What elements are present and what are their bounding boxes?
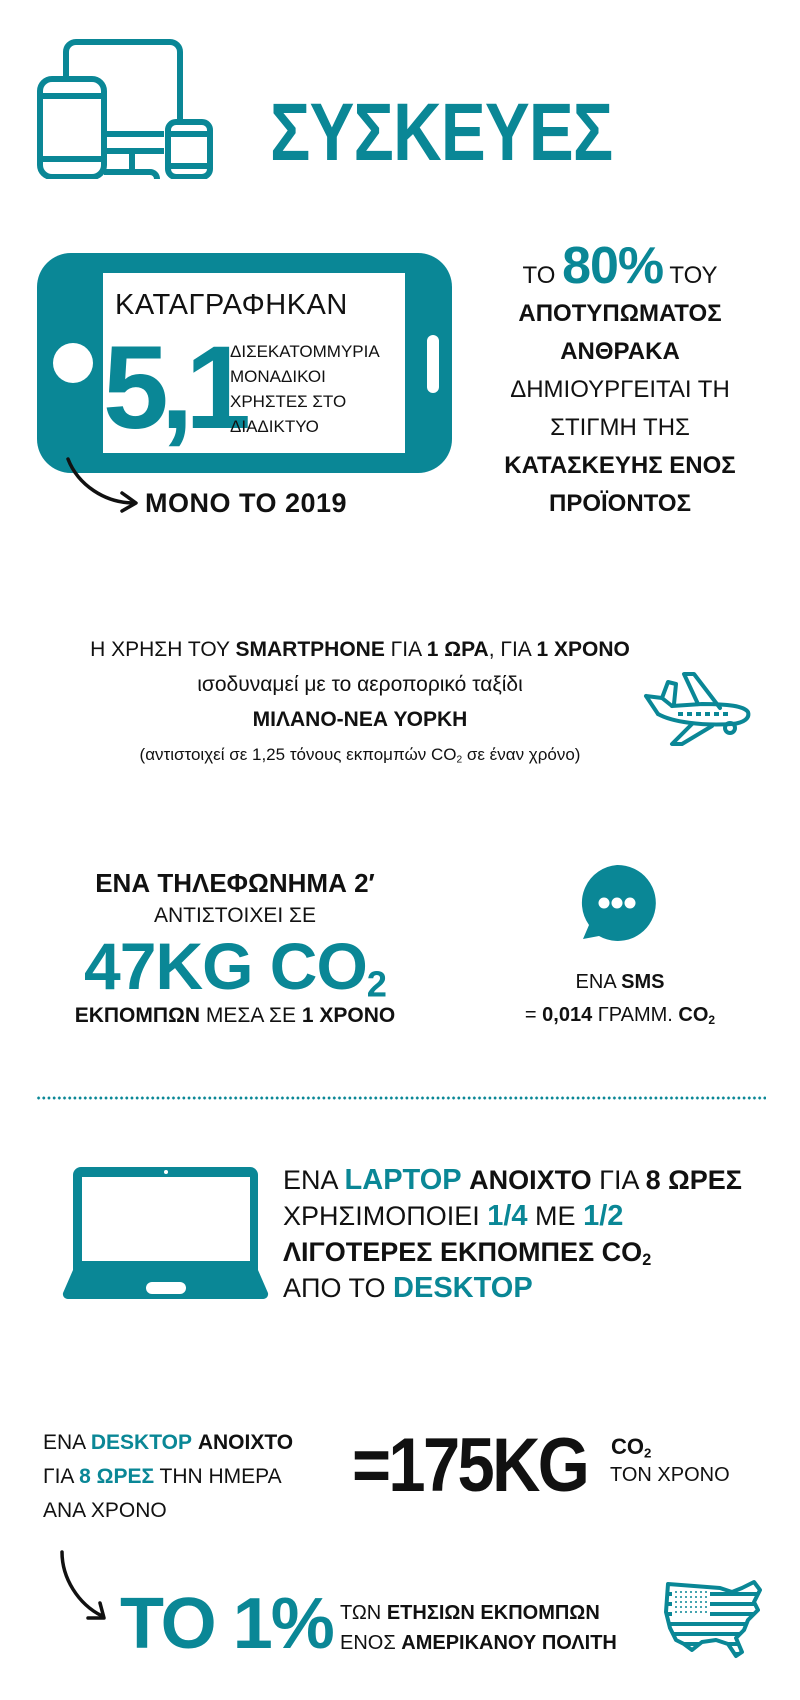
text: 2 xyxy=(366,963,386,1005)
footprint-post: ΤΟΥ xyxy=(669,262,718,289)
text: 1 ΩΡΑ xyxy=(426,638,489,661)
devices-icon xyxy=(36,34,216,179)
text: 2 xyxy=(642,1251,652,1270)
smartphone-landscape-icon xyxy=(37,253,452,473)
users-desc-line: ΜΟΝΑΔΙΚΟΙ xyxy=(230,367,326,386)
dotted-divider xyxy=(36,1096,766,1100)
text: ΓΙΑ xyxy=(384,638,427,661)
text: ΧΡΗΣΙΜΟΠΟΙΕΙ xyxy=(283,1201,488,1231)
smartphone-stat xyxy=(60,632,660,772)
text: ΕΚΠΟΜΠΩΝ xyxy=(74,1004,201,1027)
call-line-1: ΕΝΑ ΤΗΛΕΦΩΝΗΜΑ 2′ xyxy=(95,868,375,898)
text: ΤΩΝ xyxy=(340,1602,387,1624)
text: ΑΝΟΙΧΤΟ xyxy=(469,1165,592,1195)
sms-stat xyxy=(490,966,750,1032)
curved-arrow-icon xyxy=(50,1548,120,1628)
american-line-2 xyxy=(340,1628,617,1658)
text: 1 ΧΡΟΝΟ xyxy=(536,638,630,661)
desktop-line-3: ΑΝΑ ΧΡΟΝΟ xyxy=(43,1499,167,1522)
users-desc-line: ΔΙΑΔΙΚΤΥΟ xyxy=(230,417,319,436)
footprint-stat xyxy=(480,237,760,523)
call-value xyxy=(40,929,430,1005)
text: ΛΙΓΟΤΕΡΕΣ ΕΚΠΟΜΠΕΣ CO xyxy=(283,1237,643,1267)
footprint-line-1 xyxy=(480,237,760,295)
text: DESKTOP xyxy=(393,1272,533,1304)
text: SMS xyxy=(621,971,665,993)
smartphone-line-3: ΜΙΛΑΝΟ-ΝΕΑ ΥΟΡΚΗ xyxy=(252,708,468,731)
laptop-stat xyxy=(283,1162,742,1306)
text: ΓΙΑ xyxy=(43,1465,80,1488)
text: = xyxy=(524,1004,543,1026)
text: Η ΧΡΗΣΗ ΤΟΥ xyxy=(90,638,236,661)
desktop-value: =175KG xyxy=(352,1423,588,1508)
phone-screen xyxy=(103,273,405,453)
footprint-line-5: ΣΤΙΓΜΗ ΤΗΣ xyxy=(550,414,690,441)
text: 8 ΩΡΕΣ xyxy=(79,1465,155,1488)
text: ΓΙΑ xyxy=(591,1165,646,1195)
sms-line-1 xyxy=(490,966,750,999)
text: ΕΝΑ xyxy=(575,971,622,993)
footprint-line-2: ΑΠΟΤΥΠΩΜΑΤΟΣ xyxy=(518,300,722,327)
airplane-icon xyxy=(632,668,757,748)
text: σε έναν χρόνο) xyxy=(462,745,581,764)
laptop-line-1 xyxy=(283,1162,742,1198)
text: 0,014 xyxy=(542,1004,593,1026)
text: ΕΝΑ xyxy=(43,1431,91,1454)
footprint-pre: ΤΟ xyxy=(522,262,556,289)
recorded-label: ΚΑΤΑΓΡΑΦΗΚΑΝ xyxy=(115,289,348,321)
call-line-2: ΑΝΤΙΣΤΟΙΧΕΙ ΣΕ xyxy=(153,904,317,927)
text: 1 ΧΡΟΝΟ xyxy=(301,1004,396,1027)
sms-line-2 xyxy=(490,999,750,1032)
text: ΜΕ xyxy=(527,1201,584,1231)
desktop-line-1 xyxy=(43,1426,293,1460)
only-2019-label: ΜΟΝΟ ΤΟ 2019 xyxy=(145,488,348,518)
text: ΓΡΑΜΜ. xyxy=(592,1004,679,1026)
laptop-icon xyxy=(62,1165,270,1301)
smartphone-line-1 xyxy=(60,632,660,667)
laptop-line-2 xyxy=(283,1198,742,1234)
one-percent-value: ΤΟ 1% xyxy=(120,1584,333,1664)
curved-arrow-icon xyxy=(60,455,145,515)
text: ΑΜΕΡΙΚΑΝΟΥ ΠΟΛΙΤΗ xyxy=(401,1632,617,1654)
footprint-line-4: ΔΗΜΙΟΥΡΓΕΙΤΑΙ ΤΗ xyxy=(510,376,730,403)
american-line-1 xyxy=(340,1598,617,1628)
page-title: ΣΥΣΚΕΥΕΣ xyxy=(270,87,613,178)
text: ΑΠΟ ΤΟ xyxy=(283,1273,394,1303)
desktop-unit xyxy=(611,1434,652,1461)
footprint-percent: 80% xyxy=(562,237,664,295)
text: 1/4 xyxy=(487,1200,528,1232)
text: 2 xyxy=(708,1013,716,1027)
usa-flag-map-icon xyxy=(662,1578,766,1660)
footprint-line-3: ΑΝΘΡΑΚΑ xyxy=(560,338,680,365)
smartphone-note xyxy=(60,737,660,772)
text: CO xyxy=(678,1004,709,1026)
text: 2 xyxy=(456,754,463,766)
smartphone-line-2: ισοδυναμεί με το αεροπορικό ταξίδι xyxy=(197,673,523,696)
text: ΕΤΗΣΙΩΝ ΕΚΠΟΜΠΩΝ xyxy=(386,1602,600,1624)
users-desc-line: ΧΡΗΣΤΕΣ ΣΤΟ xyxy=(230,392,347,411)
users-desc-line: ΔΙΣΕΚΑΤΟΜΜΥΡΙΑ xyxy=(230,342,380,361)
users-count: 5,1 xyxy=(103,322,244,454)
laptop-line-4 xyxy=(283,1270,742,1306)
footprint-line-7: ΠΡΟΪΟΝΤΟΣ xyxy=(549,490,691,517)
text: ΕΝΟΣ xyxy=(340,1632,402,1654)
text: 8 ΩΡΕΣ xyxy=(645,1165,742,1195)
text: 1/2 xyxy=(583,1200,624,1232)
laptop-line-3 xyxy=(283,1234,742,1270)
text: LAPTOP xyxy=(344,1164,462,1196)
text: ΑΝΟΙΧΤΟ xyxy=(197,1431,294,1454)
phone-home-button-shape xyxy=(53,343,93,383)
text: ΜΕΣΑ ΣΕ xyxy=(200,1004,302,1027)
text: , ΓΙΑ xyxy=(488,638,537,661)
text: 47KG CO xyxy=(84,929,367,1003)
text: ΤΗΝ ΗΜΕΡΑ xyxy=(154,1465,282,1488)
desktop-line-2 xyxy=(43,1460,293,1494)
text: CO xyxy=(611,1434,644,1459)
phone-call-stat xyxy=(40,865,430,1031)
text: (αντιστοιχεί σε 1,25 τόνους εκπομπών CO xyxy=(139,745,457,764)
american-stat xyxy=(340,1598,617,1658)
text: DESKTOP xyxy=(90,1431,192,1454)
call-line-4 xyxy=(40,1001,430,1031)
text: 2 xyxy=(644,1445,652,1461)
text: SMARTPHONE xyxy=(235,638,385,661)
text: ΕΝΑ xyxy=(283,1165,345,1195)
text xyxy=(462,1165,470,1195)
desktop-per-year: ΤΟΝ ΧΡΟΝΟ xyxy=(610,1464,730,1486)
desktop-stat xyxy=(43,1426,293,1528)
users-description xyxy=(230,339,380,439)
phone-speaker-shape xyxy=(427,335,439,393)
chat-bubble-icon xyxy=(577,863,657,943)
footprint-line-6: ΚΑΤΑΣΚΕΥΗΣ ΕΝΟΣ xyxy=(504,452,736,479)
